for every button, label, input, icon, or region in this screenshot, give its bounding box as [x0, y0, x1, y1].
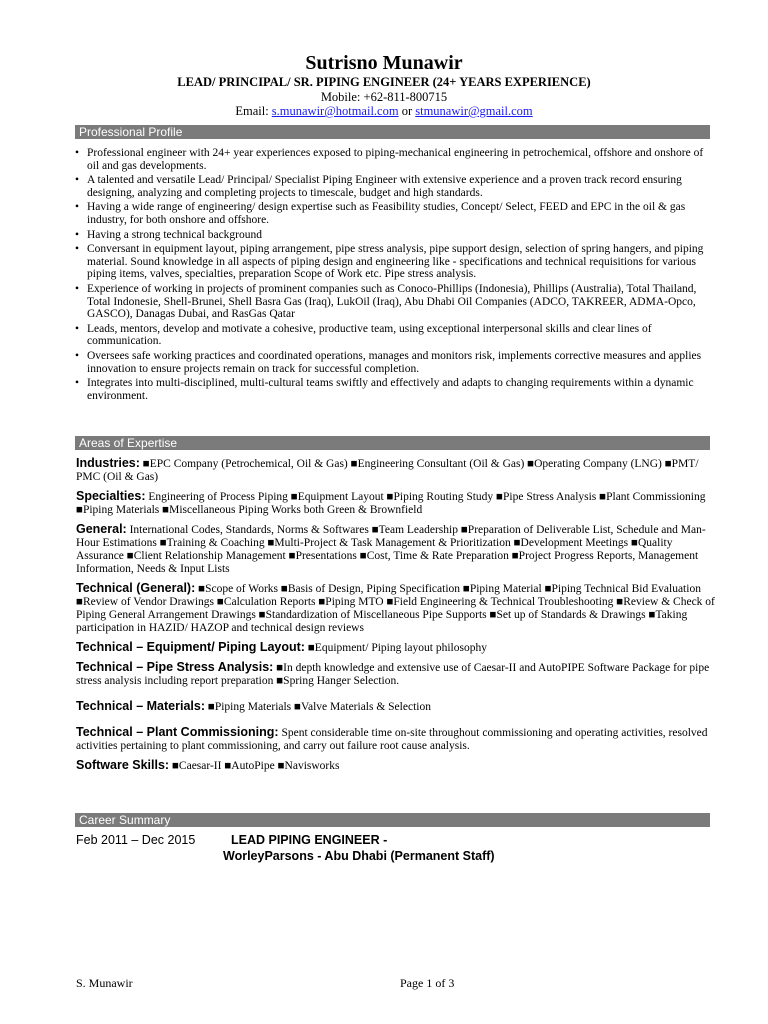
- expertise-item: [76, 661, 716, 688]
- expertise-text: ■In depth knowledge and extensive use of Caesar-II and AutoPIPE Software Package for pipe stress analysis including report preparation ■Spring Hanger Selection.: [76, 662, 710, 687]
- expertise-label: Software Skills:: [76, 758, 170, 772]
- expertise-label: General:: [76, 522, 127, 536]
- expertise-label: Industries:: [76, 456, 140, 470]
- profile-bullet-text: Conversant in equipment layout, piping arrangement, pipe stress analysis, pipe support design, selection of spring hangers, and piping material. Sound knowledge in all aspects of piping design and engineering like - specifications and technical requisitions for various piping items, valves, specialties, preparation Scope of Work etc. Pipe stress analysis.: [87, 243, 704, 281]
- career-job-title: LEAD PIPING ENGINEER -: [231, 833, 388, 847]
- expertise-item: [76, 726, 716, 753]
- profile-bullet-item: [75, 283, 715, 321]
- expertise-label: Technical – Plant Commissioning:: [76, 725, 279, 739]
- profile-bullet-item: [75, 377, 715, 402]
- bullet-icon: •: [75, 174, 80, 187]
- candidate-title: LEAD/ PRINCIPAL/ SR. PIPING ENGINEER (24+ YEARS EXPERIENCE): [177, 75, 591, 89]
- bullet-icon: •: [75, 349, 80, 362]
- profile-bullet-item: [75, 229, 715, 242]
- candidate-name: Sutrisno Munawir: [305, 52, 463, 74]
- bullet-icon: •: [75, 377, 80, 390]
- expertise-text: ■Scope of Works ■Basis of Design, Piping Specification ■Piping Material ■Piping Technical Bid Evaluation ■Review of Vendor Drawings ■Calculation Reports ■Piping MTO ■Field Engineering & Technical Troubleshooting ■Review & Check of Piping General Arrangement Drawings ■Standardization of Miscellaneous Pipe Supports ■Set up of Standards & Drawings ■Taking participation in HAZID/ HAZOP and technical design reviews: [76, 583, 715, 634]
- footer-page-number: Page 1 of 3: [400, 976, 455, 990]
- career-dates: Feb 2011 – Dec 2015: [76, 833, 196, 847]
- profile-bullet-item: [75, 147, 715, 172]
- resume-header: [0, 52, 768, 118]
- expertise-text: Engineering of Process Piping ■Equipment Layout ■Piping Routing Study ■Pipe Stress Analysis ■Plant Commissioning ■Piping Materials ■Miscellaneous Piping Works both Green & Brownfield: [76, 491, 706, 516]
- profile-bullet-text: Experience of working in projects of prominent companies such as Conoco-Phillips (Indonesia), Phillips (Australia), Total Thailand, Total Indonesie, Shell-Brunei, Shell Basra Gas (Iraq), LukOil (Iraq), Abu Dhabi Oil Companies (ADCO, TAKREER, ADMA-Opco, GASCO), Danagas Dubai, and RasGas Qatar: [87, 282, 697, 321]
- expertise-label: Technical – Materials:: [76, 699, 205, 713]
- professional-profile-list: [75, 147, 715, 404]
- profile-bullet-text: Having a wide range of engineering/ design expertise such as Feasibility studies, Concept/ Select, FEED and EPC in the oil & gas industry, for both onshore and offshore.: [87, 201, 686, 226]
- section-header-professional-profile: Professional Profile: [75, 125, 710, 139]
- profile-bullet-item: [75, 201, 715, 226]
- expertise-text: ■Piping Materials ■Valve Materials & Selection: [205, 701, 431, 713]
- bullet-icon: •: [75, 282, 80, 295]
- email-link-hotmail[interactable]: s.munawir@hotmail.com: [271, 104, 399, 118]
- expertise-item: [76, 641, 716, 655]
- profile-bullet-text: Having a strong technical background: [87, 228, 262, 241]
- expertise-item: [76, 490, 716, 517]
- expertise-text: ■Equipment/ Piping layout philosophy: [304, 642, 487, 654]
- profile-bullet-item: [75, 243, 715, 281]
- profile-bullet-text: Professional engineer with 24+ year experiences exposed to piping-mechanical engineering in petrochemical, offshore and onshore of oil and gas developments.: [87, 147, 704, 172]
- section-header-areas-of-expertise: Areas of Expertise: [75, 436, 710, 450]
- email-label: Email:: [235, 104, 269, 118]
- expertise-item: [76, 582, 716, 635]
- expertise-label: Specialties:: [76, 489, 146, 503]
- expertise-label: Technical (General):: [76, 581, 196, 595]
- expertise-text: International Codes, Standards, Norms & Softwares ■Team Leadership ■Preparation of Deliverable List, Schedule and Man-Hour Estimations ■Training & Coaching ■Multi-Project & Task Management & Prioritization ■Development Meetings ■Quality Assurance ■Client Relationship Management ■Presentations ■Cost, Time & Rate Preparation ■Project Progress Reports, Management Information, Needs & Input Lists: [76, 524, 706, 575]
- expertise-item: [76, 457, 716, 484]
- mobile-number: Mobile: +62-811-800715: [320, 90, 448, 104]
- career-company: WorleyParsons - Abu Dhabi (Permanent Staff): [223, 849, 495, 863]
- expertise-text: ■Caesar-II ■AutoPipe ■Navisworks: [169, 760, 340, 772]
- profile-bullet-item: [75, 350, 715, 375]
- section-header-career-summary: Career Summary: [75, 813, 710, 827]
- bullet-icon: •: [75, 147, 80, 159]
- areas-of-expertise: [76, 457, 716, 779]
- footer-author: S. Munawir: [76, 976, 133, 990]
- profile-bullet-text: Integrates into multi-disciplined, multi-cultural teams swiftly and effectively and adapts to changing requirements within a dynamic environment.: [87, 377, 694, 402]
- profile-bullet-text: Oversees safe working practices and coordinated operations, manages and monitors risk, implements corrective measures and applies innovation to ensure projects remain on track for successful completion.: [87, 349, 702, 375]
- expertise-label: Technical – Pipe Stress Analysis:: [76, 660, 274, 674]
- profile-bullet-text: A talented and versatile Lead/ Principal/ Specialist Piping Engineer with extensive experience and a proven track record ensuring designing, analyzing and completing projects to timescale, budget and high standards.: [87, 174, 682, 199]
- expertise-label: Technical – Equipment/ Piping Layout:: [76, 640, 305, 654]
- bullet-icon: •: [75, 243, 80, 256]
- expertise-item: [76, 759, 716, 773]
- profile-bullet-text: Leads, mentors, develop and motivate a cohesive, productive team, using exceptional interpersonal skills and clear lines of communication.: [87, 322, 652, 348]
- expertise-text: Spent considerable time on-site throughout commissioning and operating activities, resolved activities pertaining to plant commissioning, and carry out failure root cause analysis.: [76, 727, 708, 752]
- email-line: [0, 104, 768, 118]
- profile-bullet-item: [75, 323, 715, 348]
- email-or: or: [401, 104, 413, 118]
- bullet-icon: •: [75, 322, 80, 335]
- profile-bullet-item: [75, 174, 715, 199]
- expertise-item: [76, 700, 716, 714]
- bullet-icon: •: [75, 201, 80, 214]
- email-link-gmail[interactable]: stmunawir@gmail.com: [415, 104, 533, 118]
- bullet-icon: •: [75, 228, 80, 241]
- expertise-item: [76, 523, 716, 576]
- expertise-text: ■EPC Company (Petrochemical, Oil & Gas) ■Engineering Consultant (Oil & Gas) ■Operating Company (LNG) ■PMT/ PMC (Oil & Gas): [76, 458, 699, 483]
